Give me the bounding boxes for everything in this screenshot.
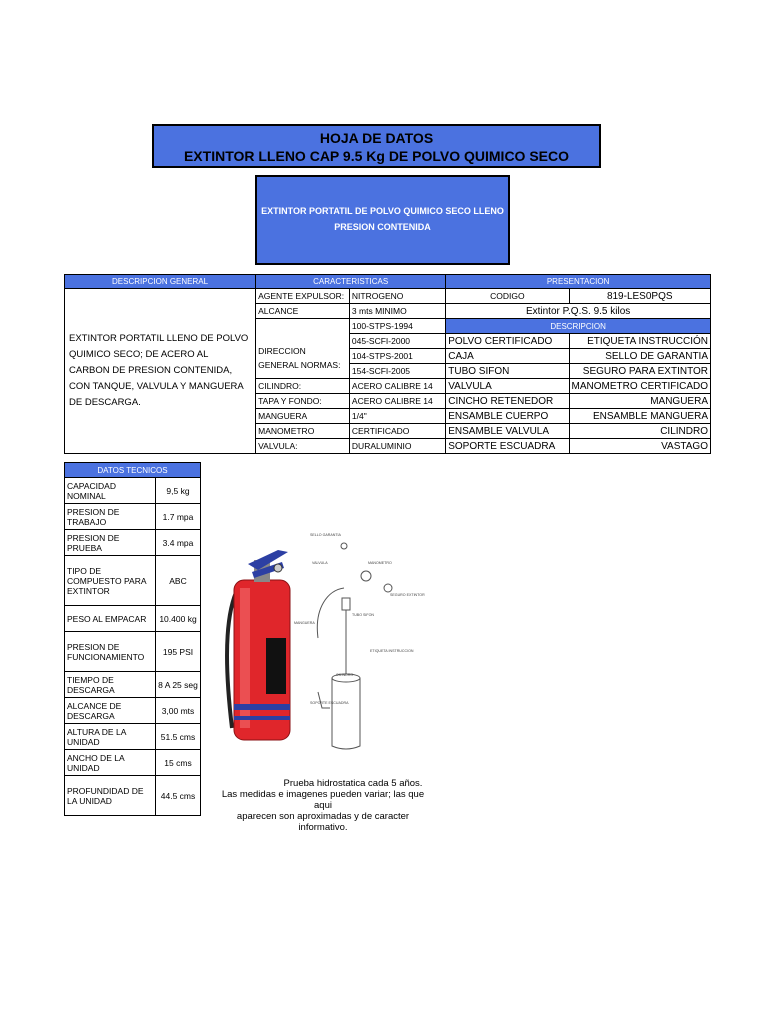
tech-label: PESO AL EMPACAR bbox=[65, 606, 156, 632]
tech-value: ABC bbox=[156, 556, 201, 606]
tech-value: 10.400 kg bbox=[156, 606, 201, 632]
header-descripcion: DESCRIPCION bbox=[446, 319, 711, 334]
tech-value: 51.5 cms bbox=[156, 724, 201, 750]
char-value: DURALUMINIO bbox=[349, 439, 445, 454]
char-label: MANOMETRO bbox=[256, 424, 350, 439]
label-sello: SELLO GARANTIA bbox=[310, 533, 341, 537]
norma-value: 045-SCFI-2000 bbox=[349, 334, 445, 349]
tech-table bbox=[64, 462, 201, 816]
tech-label: TIEMPO DE DESCARGA bbox=[65, 672, 156, 698]
desc-left: CINCHO RETENEDOR bbox=[446, 394, 569, 409]
char-value: ACERO CALIBRE 14 bbox=[349, 394, 445, 409]
header-caracteristicas: CARACTERISTICAS bbox=[256, 275, 446, 289]
norma-value: 104-STPS-2001 bbox=[349, 349, 445, 364]
tech-label: ANCHO DE LA UNIDAD bbox=[65, 750, 156, 776]
char-label: TAPA Y FONDO: bbox=[256, 394, 350, 409]
tech-label: PRESION DE FUNCIONAMIENTO bbox=[65, 632, 156, 672]
exploded-diagram bbox=[317, 543, 392, 749]
label-tubo: TUBO SIFON bbox=[352, 613, 374, 617]
char-value: ACERO CALIBRE 14 bbox=[349, 379, 445, 394]
tech-value: 3,00 mts bbox=[156, 698, 201, 724]
product-box bbox=[255, 175, 510, 265]
desc-right: MANOMETRO CERTIFICADO bbox=[569, 379, 711, 394]
desc-left: SOPORTE ESCUADRA bbox=[446, 439, 569, 454]
tech-value: 9,5 kg bbox=[156, 478, 201, 504]
product-name: Extintor P.Q.S. 9.5 kilos bbox=[446, 304, 711, 319]
desc-right: SEGURO PARA EXTINTOR bbox=[569, 364, 711, 379]
tech-label: CAPACIDAD NOMINAL bbox=[65, 478, 156, 504]
desc-left: ENSAMBLE CUERPO bbox=[446, 409, 569, 424]
tech-label: PROFUNDIDAD DE LA UNIDAD bbox=[65, 776, 156, 816]
char-label: CILINDRO: bbox=[256, 379, 350, 394]
label-manguera: MANGUERA bbox=[294, 621, 315, 625]
tech-value: 44.5 cms bbox=[156, 776, 201, 816]
codigo-label: CODIGO bbox=[446, 289, 569, 304]
caption-line3: aparecen son aproximadas y de caracter informativo. bbox=[236, 811, 410, 833]
main-table bbox=[64, 274, 711, 454]
desc-left: POLVO CERTIFICADO bbox=[446, 334, 569, 349]
desc-right: MANGUERA bbox=[569, 394, 711, 409]
tech-value: 3.4 mpa bbox=[156, 530, 201, 556]
char-value: NITROGENO bbox=[349, 289, 445, 304]
label-valvula: VALVULA bbox=[312, 561, 328, 565]
tech-value: 1.7 mpa bbox=[156, 504, 201, 530]
char-label: AGENTE EXPULSOR: bbox=[256, 289, 350, 304]
caption-line1: Prueba hidrostatica cada 5 años. bbox=[283, 778, 423, 789]
tech-label: TIPO DE COMPUESTO PARA EXTINTOR bbox=[65, 556, 156, 606]
tech-value: 15 cms bbox=[156, 750, 201, 776]
tech-label: ALCANCE DE DESCARGA bbox=[65, 698, 156, 724]
title-box bbox=[152, 124, 601, 168]
label-soporte: SOPORTE ESCUADRA bbox=[310, 701, 349, 705]
label-etiqueta: ETIQUETA INSTRUCCION bbox=[370, 649, 414, 653]
char-value: CERTIFICADO bbox=[349, 424, 445, 439]
header-presentacion: PRESENTACION bbox=[446, 275, 711, 289]
general-description: EXTINTOR PORTATIL LLENO DE POLVO QUIMICO SECO; DE ACERO AL CARBON DE PRESION CONTENIDA, CON TANQUE, VALVULA Y MANGUERA DE DESCARGA. bbox=[65, 289, 256, 454]
norma-value: 100-STPS-1994 bbox=[349, 319, 445, 334]
label-seguro: SEGURO EXTINTOR bbox=[390, 593, 425, 597]
desc-right: VASTAGO bbox=[569, 439, 711, 454]
document-subtitle: EXTINTOR LLENO CAP 9.5 Kg DE POLVO QUIMICO SECO bbox=[183, 148, 570, 164]
char-value: 1/4" bbox=[349, 409, 445, 424]
char-label: DIRECCION GENERAL NORMAS: bbox=[256, 319, 350, 379]
char-label: MANGUERA bbox=[256, 409, 350, 424]
tech-value: 8 A 25 seg bbox=[156, 672, 201, 698]
desc-right: ENSAMBLE MANGUERA bbox=[569, 409, 711, 424]
product-box-line2: PRESION CONTENIDA bbox=[334, 222, 431, 232]
desc-left: ENSAMBLE VALVULA bbox=[446, 424, 569, 439]
extinguisher-figure bbox=[218, 528, 428, 773]
tech-label: ALTURA DE LA UNIDAD bbox=[65, 724, 156, 750]
char-label: VALVULA: bbox=[256, 439, 350, 454]
codigo-value: 819-LES0PQS bbox=[569, 289, 711, 304]
desc-right: ETIQUETA INSTRUCCIÓN bbox=[569, 334, 711, 349]
char-value: 3 mts MINIMO bbox=[349, 304, 445, 319]
extinguisher-icon bbox=[227, 550, 290, 740]
char-label: ALCANCE bbox=[256, 304, 350, 319]
tech-header: DATOS TECNICOS bbox=[65, 463, 201, 478]
caption-line2: Las medidas e imagenes pueden variar; las que aqui bbox=[221, 789, 425, 811]
desc-left: VALVULA bbox=[446, 379, 569, 394]
tech-label: PRESION DE PRUEBA bbox=[65, 530, 156, 556]
label-cilindro: CILINDRO bbox=[336, 673, 354, 677]
desc-left: TUBO SIFON bbox=[446, 364, 569, 379]
norma-value: 154-SCFI-2005 bbox=[349, 364, 445, 379]
product-box-line1: EXTINTOR PORTATIL DE POLVO QUIMICO SECO LLENO bbox=[261, 206, 504, 216]
figure-caption bbox=[218, 778, 428, 833]
label-manometro: MANOMETRO bbox=[368, 561, 392, 565]
desc-left: CAJA bbox=[446, 349, 569, 364]
desc-right: SELLO DE GARANTIA bbox=[569, 349, 711, 364]
document-title: HOJA DE DATOS bbox=[319, 130, 434, 146]
tech-label: PRESION DE TRABAJO bbox=[65, 504, 156, 530]
header-general: DESCRIPCION GENERAL bbox=[65, 275, 256, 289]
tech-value: 195 PSI bbox=[156, 632, 201, 672]
desc-right: CILINDRO bbox=[569, 424, 711, 439]
